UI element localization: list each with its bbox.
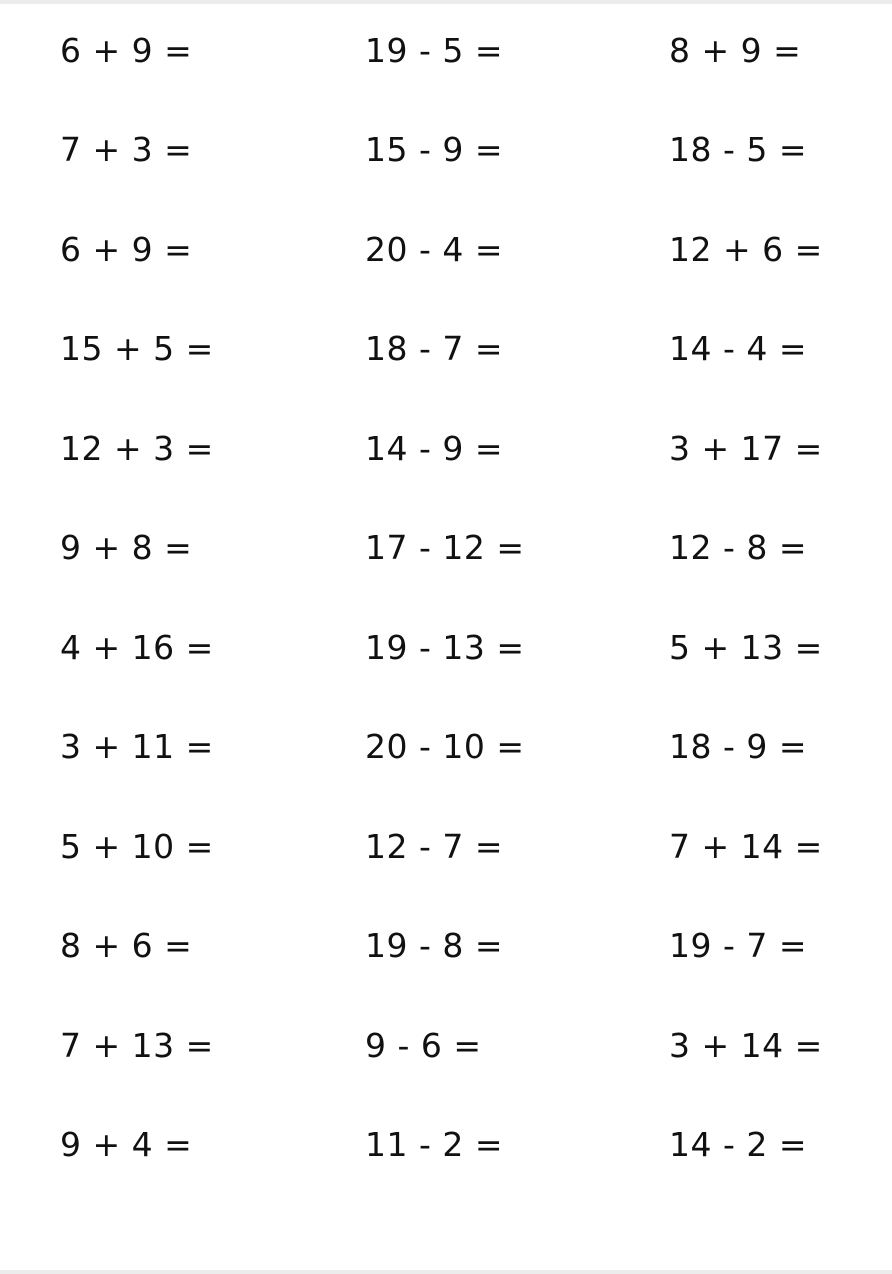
math-problem: 19 - 5 = [365,30,504,70]
math-problem: 14 - 9 = [365,428,504,468]
math-problem: 14 - 4 = [669,329,808,368]
math-problem: 11 - 2 = [365,1125,504,1164]
math-problem: 3 + 17 = [669,428,823,468]
math-problem: 15 + 5 = [60,329,214,368]
math-problem: 9 - 6 = [365,1025,482,1065]
math-problem: 5 + 10 = [60,826,214,866]
math-problem: 18 - 9 = [669,727,808,766]
math-problem: 4 + 16 = [60,627,214,667]
math-problem: 12 + 3 = [60,428,214,468]
math-problem: 19 - 7 = [669,926,808,965]
math-problem: 19 - 13 = [365,627,525,667]
math-problem: 19 - 8 = [365,926,504,965]
math-problem: 14 - 2 = [669,1125,808,1164]
math-problem: 9 + 8 = [60,528,193,567]
math-problem: 6 + 9 = [60,229,193,269]
math-problem: 12 + 6 = [669,229,823,269]
math-problem: 20 - 10 = [365,727,525,766]
math-problem: 12 - 8 = [669,528,808,567]
math-problem: 3 + 11 = [60,727,214,766]
problem-grid [60,4,860,1198]
math-problem: 5 + 13 = [669,627,823,667]
worksheet-page [0,4,892,1270]
math-problem: 9 + 4 = [60,1125,193,1164]
math-problem: 12 - 7 = [365,826,504,866]
math-problem: 15 - 9 = [365,130,504,169]
math-problem: 8 + 9 = [669,30,802,70]
math-problem: 7 + 3 = [60,130,193,169]
math-problem: 8 + 6 = [60,926,193,965]
math-problem: 18 - 7 = [365,329,504,368]
math-problem: 18 - 5 = [669,130,808,169]
math-problem: 7 + 13 = [60,1025,214,1065]
math-problem: 6 + 9 = [60,30,193,70]
math-problem: 3 + 14 = [669,1025,823,1065]
math-problem: 7 + 14 = [669,826,823,866]
math-problem: 20 - 4 = [365,229,504,269]
math-problem: 17 - 12 = [365,528,525,567]
